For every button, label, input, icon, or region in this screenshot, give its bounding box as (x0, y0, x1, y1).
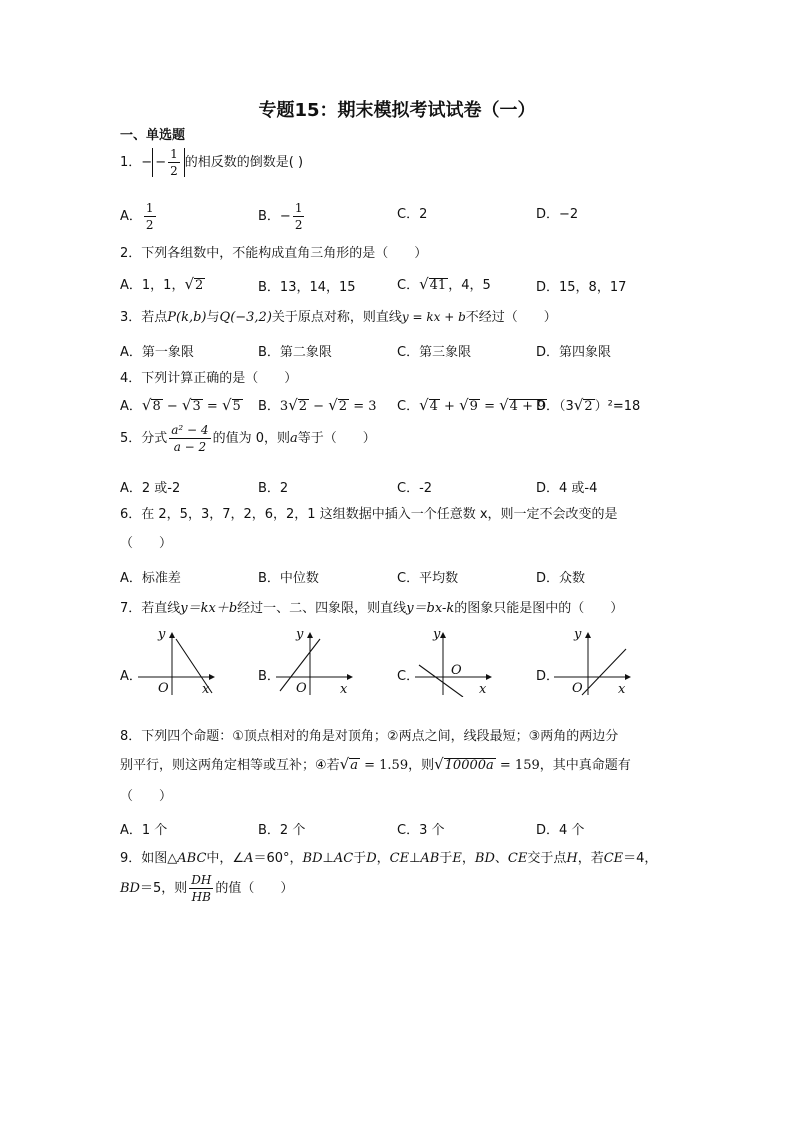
origin-label: O (158, 681, 169, 696)
radical-sign: √ (141, 396, 152, 414)
question-3: 3．若点P(k,b)与Q(−3,2)关于原点对称，则直线y = kx + b不经过（ ） (120, 310, 557, 325)
question-9-line-2: BD＝5，则 $\frac{DH}{HB}$ 的值（ ） (120, 873, 294, 904)
radical-sign: √ (573, 396, 584, 414)
question-5: 5．分式 $\frac{\text{a² − 4}}{a - 2}$ 的值为 0，则a等于（ ） (120, 423, 376, 454)
option-a[interactable]: A． $\frac{1}{2}$ (120, 201, 154, 232)
graph-b[interactable] (272, 625, 358, 697)
y-label: y (158, 627, 166, 642)
point-p: P(k,b) (167, 310, 207, 325)
option-c[interactable]: C．第三象限 (397, 345, 472, 360)
question-1 (120, 148, 303, 177)
option-d[interactable]: D．众数 (536, 571, 586, 586)
option-a[interactable]: A．2 或-2 (120, 481, 181, 496)
x-label: x (618, 682, 626, 697)
option-b[interactable]: B．3√2 − √2 = 3 (258, 396, 377, 414)
radical-sign: √ (419, 396, 429, 414)
option-c[interactable]: C． (397, 669, 420, 684)
page-title: 专题15：期末模拟考试试卷（一） (258, 100, 536, 121)
option-c[interactable]: C．-2 (397, 481, 433, 496)
fraction: $\frac{DH}{HB}$ (191, 873, 212, 904)
option-d[interactable]: D．4 或-4 (536, 481, 598, 496)
option-a[interactable]: A．√8 − √3 = √5 (120, 396, 241, 414)
x-label: x (202, 682, 210, 697)
option-c[interactable]: C．平均数 (397, 571, 459, 586)
question-8-line-3: （ ） (120, 789, 173, 804)
origin-label: O (451, 663, 462, 678)
option-a[interactable]: A．标准差 (120, 571, 181, 586)
radical-sign: √ (288, 396, 298, 414)
option-d[interactable]: D．−2 (536, 207, 579, 222)
fraction: $\frac{\text{a² − 4}}{a - 2}$ (171, 423, 209, 454)
option-b[interactable]: B．2 个 (258, 823, 306, 838)
question-7: 7．若直线y＝kx＋b经过一、二、四象限，则直线y＝bx-k的图象只能是图中的（ ） (120, 601, 624, 616)
radical-sign: √ (328, 396, 338, 414)
option-c[interactable]: C．√41 ，4，5 (397, 275, 491, 293)
option-c[interactable]: C．3 个 (397, 823, 445, 838)
option-a[interactable]: A．第一象限 (120, 345, 194, 360)
radical-sign: √ (181, 396, 192, 414)
option-d[interactable]: D．15，8，17 (536, 280, 627, 295)
option-a[interactable]: A． (120, 669, 142, 684)
question-2: 2．下列各组数中，不能构成直角三角形的是（ ） (120, 246, 428, 261)
fraction: $\frac{1}{2}$ (170, 147, 178, 178)
option-c[interactable]: C．√4 + √9 = √4 + 9 (397, 396, 546, 414)
point-q: Q(−3,2) (219, 310, 272, 325)
y-label: y (574, 627, 582, 642)
origin-label: O (572, 681, 583, 696)
radical-sign: √ (459, 396, 469, 414)
option-a[interactable]: A．1 个 (120, 823, 168, 838)
equation: y＝kx＋b (180, 601, 238, 616)
question-8-line-2: 别平行，则这两角定相等或互补；④若√a = 1.59，则√10000a = 159，其中真命题有 (120, 755, 631, 773)
radical-sign: √ (339, 755, 350, 773)
question-6-line-1: 6．在 2，5，3，7，2，6，2，1 这组数据中插入一个任意数 x，则一定不会改变的是 (120, 507, 618, 522)
fraction: $\frac{1}{2}$ (145, 201, 154, 232)
question-8-line-1: 8．下列四个命题：①顶点相对的角是对顶角；②两点之间，线段最短；③两角的两边分 (120, 729, 619, 744)
y-label: y (433, 627, 441, 642)
option-b[interactable]: B．中位数 (258, 571, 319, 586)
option-a[interactable]: A．1，1，√2 (120, 275, 204, 293)
radical-sign: √ (499, 396, 509, 414)
option-b[interactable]: B．13，14，15 (258, 280, 356, 295)
x-label: x (340, 682, 348, 697)
option-b[interactable]: B．第二象限 (258, 345, 332, 360)
radical-sign: √ (434, 755, 444, 773)
option-b[interactable]: B．2 (258, 481, 289, 496)
option-c[interactable]: C．2 (397, 207, 428, 222)
equation: y＝bx-k (406, 601, 455, 616)
question-text: 的相反数的倒数是( ) (184, 155, 304, 170)
line-equation: y = kx + b (401, 310, 466, 324)
option-d[interactable]: D． (536, 669, 560, 684)
question-6-line-2: （ ） (120, 536, 173, 551)
graph-d[interactable] (550, 625, 636, 697)
origin-label: O (296, 681, 307, 696)
inner-minus: − (155, 155, 167, 170)
option-d[interactable]: D．4 个 (536, 823, 585, 838)
radical-sign: √ (419, 275, 429, 293)
option-d[interactable]: D．（3√2 ）²=18 (536, 396, 641, 414)
absolute-value (152, 148, 185, 177)
y-label: y (296, 627, 304, 642)
section-heading: 一、单选题 (120, 128, 186, 143)
x-label: x (479, 682, 487, 697)
question-9-line-1: 9．如图△ABC中，∠A＝60°，BD⊥AC于D，CE⊥AB于E，BD、CE交于点H，若CE＝4， (120, 851, 658, 866)
radical-sign: √ (221, 396, 232, 414)
question-4: 4．下列计算正确的是（ ） (120, 371, 298, 386)
option-d[interactable]: D．第四象限 (536, 345, 612, 360)
graph-c[interactable] (411, 625, 497, 697)
graph-a[interactable] (134, 625, 220, 697)
option-b[interactable]: B． (258, 669, 280, 684)
option-b[interactable]: B．− $\frac{1}{2}$ (258, 201, 303, 232)
outer-minus: − (141, 155, 153, 170)
radical-sign: √ (184, 275, 195, 293)
fraction: $\frac{1}{2}$ (294, 201, 303, 232)
question-number: 1． (120, 155, 142, 170)
